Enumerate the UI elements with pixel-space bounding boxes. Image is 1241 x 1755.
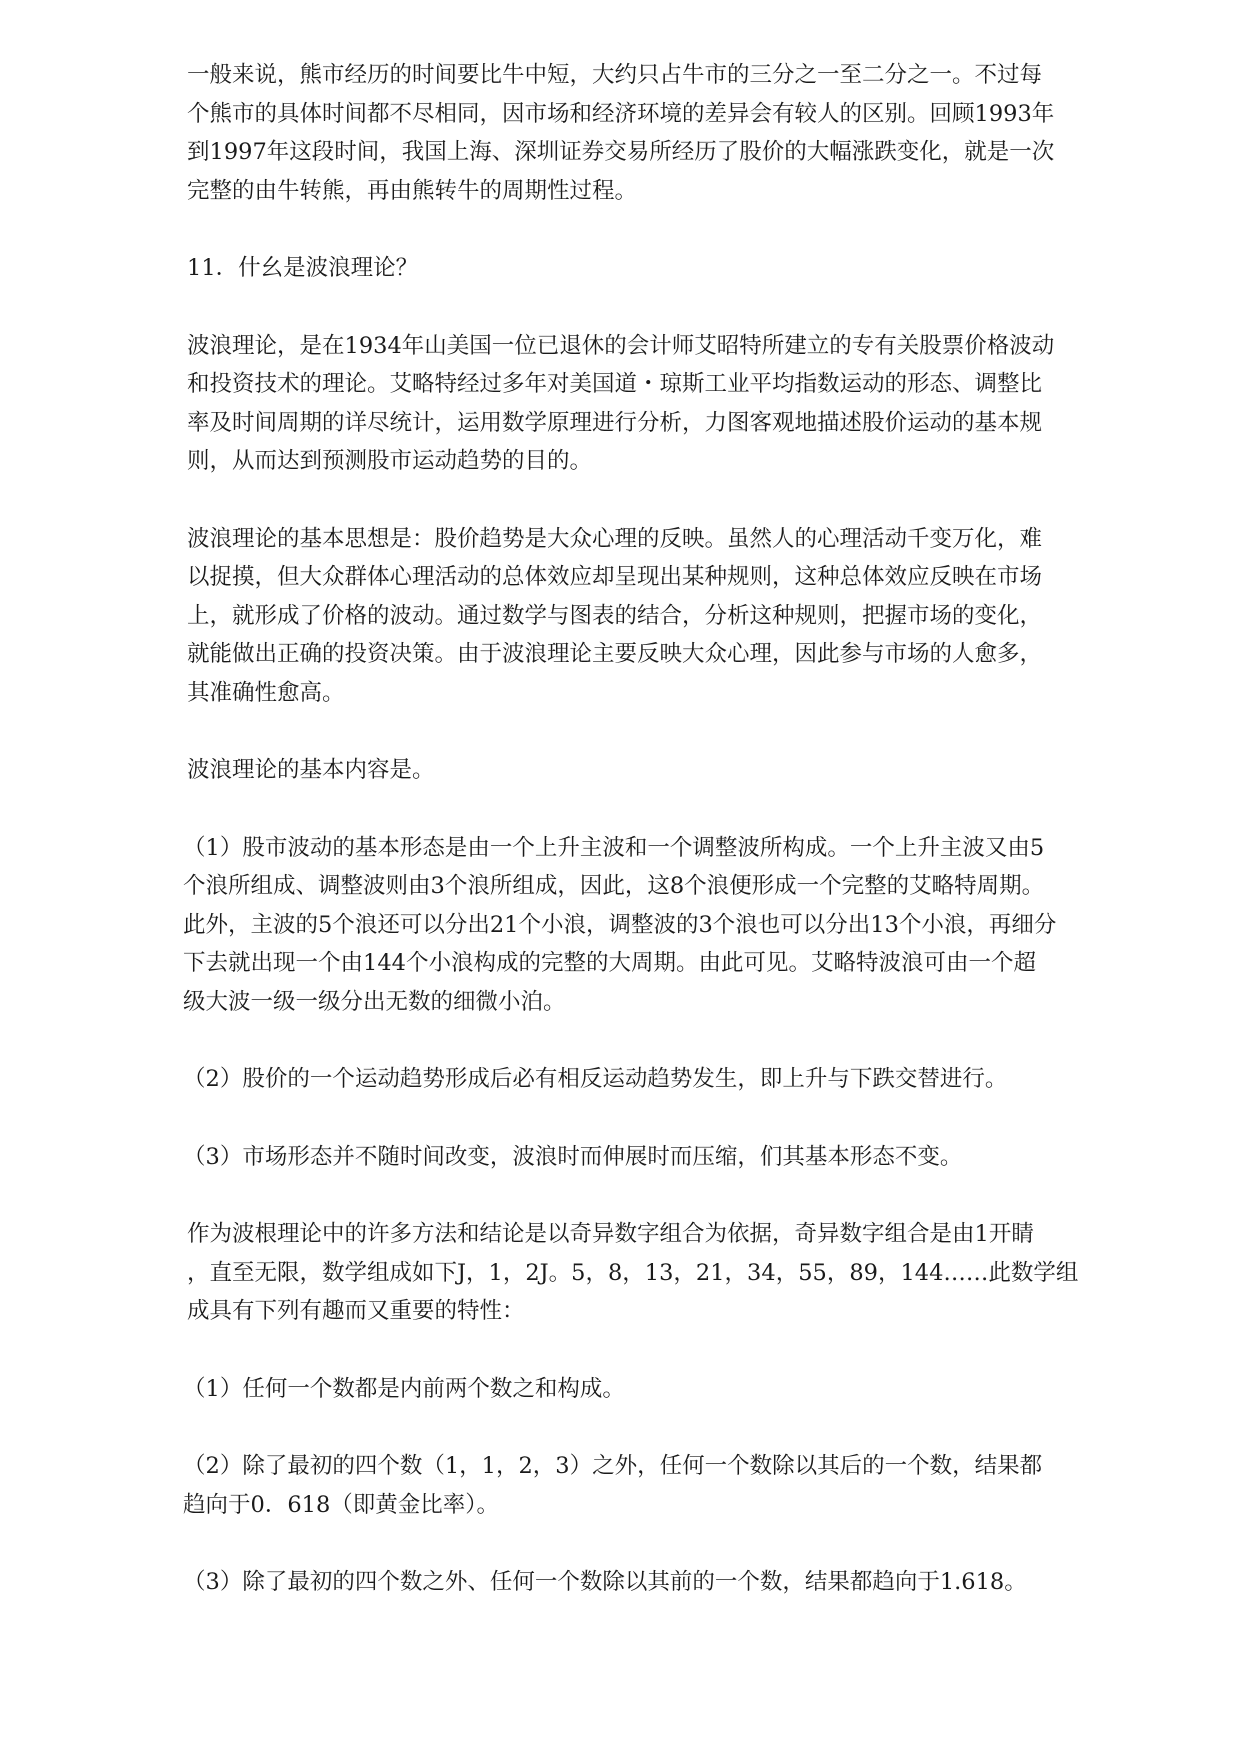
paragraph-wave-theory-definition [187,327,1147,481]
text-line: ，直至无限，数学组成如下J，1，2J。5，8，13，21，34，55，89，144……此数学组 [187,1259,1079,1286]
paragraph-basic-idea [187,520,1147,713]
paragraph-basic-content-intro [187,751,1147,790]
property-item-2 [183,1447,1147,1524]
document-page [183,56,1147,1641]
text-line: 个熊市的具体时间都不尽相同，因市场和经济环境的差异会有较人的区别。回顾1993年 [187,100,1055,127]
paragraph-fibonacci-intro [187,1215,1147,1331]
text-line: （1）股市波动的基本形态是由一个上升主波和一个调整波所构成。一个上升主波又由5 [183,834,1045,861]
text-line: 完整的由牛转熊，再由熊转牛的周期性过程。 [187,177,638,204]
text-line: 一般来说，熊市经历的时间要比牛中短，大约只占牛市的三分之一至二分之一。不过每 [187,62,1043,88]
text-line: 和投资技术的理论。艾略特经过多年对美国道・琼斯工业平均指数运动的形态、调整比 [187,371,1043,397]
property-item-3 [183,1563,1147,1602]
text-line: 以捉摸，但大众群体心理活动的总体效应却呈现出某种规则，这种总体效应反映在市场 [187,564,1043,590]
property-item-1 [183,1370,1147,1409]
text-line: （3）市场形态并不随时间改变，波浪时而伸展时而压缩，们其基本形态不变。 [183,1143,963,1170]
text-line: 作为波根理论中的许多方法和结论是以奇异数字组合为依据，奇异数字组合是由1开睛 [187,1221,1034,1247]
heading-line: 11．什幺是波浪理论？ [187,255,419,281]
text-line: 到1997年这段时间，我国上海、深圳证券交易所经历了股价的大幅涨跌变化，就是一次 [187,139,1055,165]
text-line: 波浪理论的基本思想是：股价趋势是大众心理的反映。虽然人的心理活动千变万化，难 [187,525,1043,552]
text-line: 波浪理论的基本内容是。 [187,757,435,783]
list-item-1 [183,829,1147,1022]
text-line: 就能做出正确的投资决策。由于波浪理论主要反映大众心理，因此参与市场的人愈多， [187,641,1043,667]
paragraph-bear-market-duration [187,56,1147,210]
text-line: 则，从而达到预测股市运动趋势的目的。 [187,448,593,474]
text-line: 级大波一级一级分出无数的细微小泊。 [183,988,566,1015]
text-line: 此外，主波的5个浪还可以分出21个小浪，调整波的3个浪也可以分出13个小浪，再细分 [183,911,1057,938]
text-line: 波浪理论，是在1934年山美国一位已退休的会计师艾昭特所建立的专有关股票价格波动 [187,332,1055,359]
text-line: 个浪所组成、调整波则由3个浪所组成，因此，这8个浪便形成一个完整的艾略特周期。 [183,873,1045,899]
text-line: 下去就出现一个由144个小浪构成的完整的大周期。由此可见。艾略特波浪可由一个超 [183,950,1036,976]
text-line: （1）任何一个数都是内前两个数之和构成。 [183,1375,625,1402]
text-line: 其准确性愈高。 [187,679,345,706]
text-line: 上，就形成了价格的波动。通过数学与图表的结合，分析这种规则，把握市场的变化， [187,602,1043,629]
text-line: （2）除了最初的四个数（1，1，2，3）之外，任何一个数除以其后的一个数，结果都 [183,1453,1043,1479]
text-line: 成具有下列有趣而又重要的特性： [187,1298,525,1324]
section-heading-wave-theory [187,249,1147,288]
text-line: 趋向于0．618（即黄金比率）。 [183,1491,500,1518]
text-line: 率及时间周期的详尽统计，运用数学原理进行分析，力图客观地描述股价运动的基本规 [187,409,1043,436]
text-line: （3）除了最初的四个数之外、任何一个数除以其前的一个数，结果都趋向于1.618。 [183,1569,1027,1595]
list-item-2 [183,1060,1147,1099]
list-item-3 [183,1138,1147,1177]
text-line: （2）股价的一个运动趋势形成后必有相反运动趋势发生，即上升与下跌交替进行。 [183,1066,1008,1092]
